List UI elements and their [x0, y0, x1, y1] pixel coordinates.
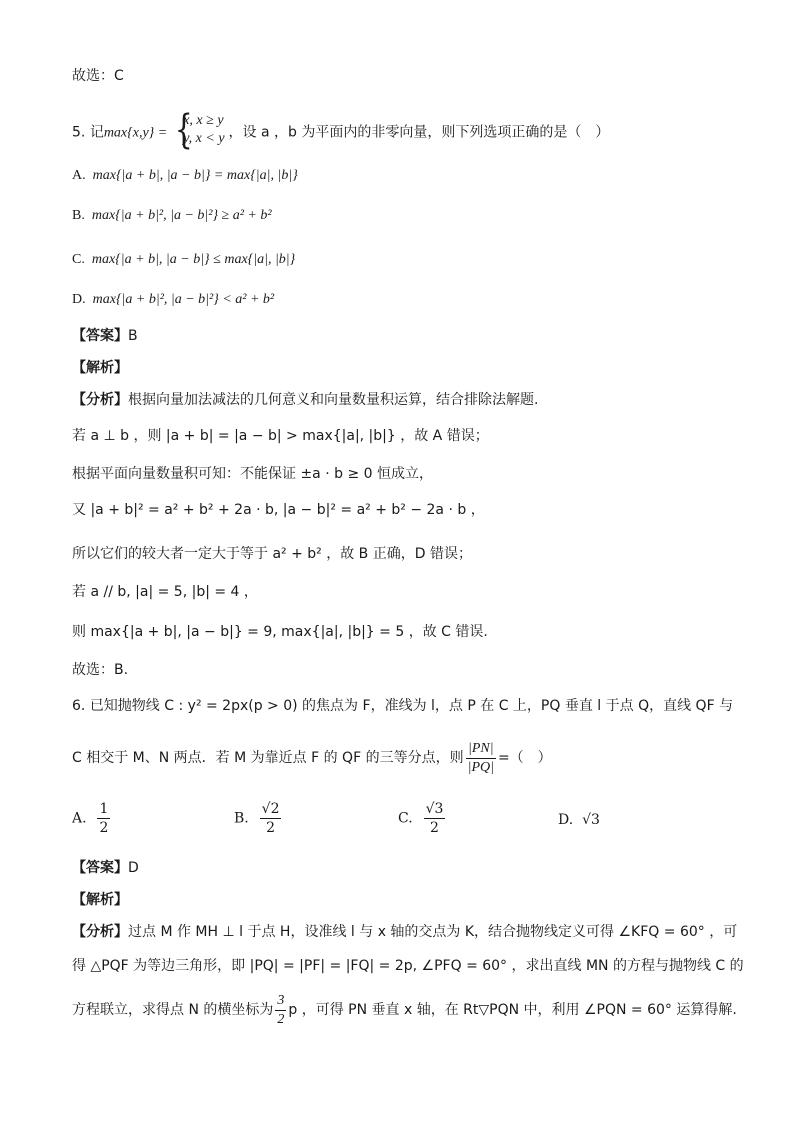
- q5-solution-line-3: 又 |a + b|² = a² + b² + 2a · b, |a − b|² = a² + b² − 2a · b ，: [72, 502, 485, 518]
- analysis-fraction: [275, 992, 286, 1029]
- option-text: √3: [582, 812, 600, 828]
- option-label: A.: [72, 168, 86, 183]
- answer-value: D: [128, 860, 139, 876]
- q5-solution-line-5: 若 a // b, |a| = 5, |b| = 4 ，: [72, 584, 258, 600]
- q6-option-c: [398, 800, 447, 837]
- q5-case2: y, x < y: [183, 131, 225, 146]
- option-text: max{|a + b|², |a − b|²} < a² + b²: [92, 292, 275, 307]
- option-label: D.: [558, 812, 574, 828]
- q5-solution-line-6: 则 max{|a + b|, |a − b|} = 9, max{|a|, |b|} = 5 ，故 C 错误.: [72, 624, 488, 640]
- q5-option-c: [72, 250, 734, 270]
- option-text: max{|a + b|², |a − b|²} ≥ a² + b²: [91, 208, 272, 223]
- option-text: max{|a + b|, |a − b|} = max{|a|, |b|}: [92, 168, 298, 183]
- q5-number: 5.: [72, 124, 90, 141]
- analysis-tag: 【分析】: [72, 392, 128, 408]
- option-label: B.: [72, 208, 85, 223]
- q6-option-a: [72, 800, 112, 837]
- answer-tag: 【答案】: [72, 860, 128, 876]
- option-label: B.: [234, 810, 249, 827]
- option-text: max{|a + b|, |a − b|} ≤ max{|a|, |b|}: [91, 252, 296, 267]
- q5-option-d: [72, 290, 734, 310]
- option-label: D.: [72, 292, 86, 307]
- q5-stem-pre: 记: [89, 124, 104, 141]
- fraction-numerator: 3: [275, 992, 286, 1011]
- analysis-text: 方程联立，求得点 N 的横坐标为: [72, 1002, 274, 1018]
- fraction-denominator: 2: [99, 820, 109, 836]
- fraction-numerator: √3: [425, 801, 444, 817]
- option-label: C.: [72, 252, 85, 267]
- q6-analysis-line-3: [72, 990, 737, 1030]
- q6-number: 6.: [72, 698, 90, 714]
- q6-stem-text-2: C 相交于 M、N 两点．若 M 为靠近点 F 的 QF 的三等分点，则: [72, 750, 464, 766]
- q6-analysis-line-2: 得 △PQF 为等边三角形，即 |PQ| = |PF| = |FQ| = 2p, ∠PFQ = 60° ，求出直线 MN 的方程与抛物线 C 的: [72, 958, 744, 974]
- fraction-denominator: |PQ|: [467, 759, 494, 775]
- option-label: A.: [72, 810, 87, 827]
- analysis-tag: 【分析】: [72, 924, 128, 940]
- q6-analysis-line-1: [72, 922, 738, 942]
- option-label: C.: [398, 810, 413, 827]
- q5-def-lhs: max{x,y} =: [103, 125, 168, 141]
- fraction-denominator: 2: [277, 1011, 285, 1027]
- q5-piecewise: [171, 107, 225, 153]
- answer-tag: 【答案】: [72, 328, 128, 344]
- q5-analysis: [72, 390, 734, 410]
- q5-case1: x, x ≥ y: [183, 113, 224, 128]
- q5-stem-post: ，设 a ，b 为平面内的非零向量，则下列选项正确的是（ ）: [228, 124, 610, 141]
- q6-stem-text-3: =（ ）: [497, 750, 552, 766]
- q6-stem-line-2: [72, 738, 734, 778]
- q6-stem-text: 已知抛物线 C : y² = 2px(p > 0) 的焦点为 F，准线为 l，点 P 在 C 上，PQ 垂直 l 于点 Q，直线 QF 与: [89, 698, 734, 714]
- q6-answer: [72, 858, 734, 878]
- q5-solution-line-2: 根据平面向量数量积可知：不能保证 ±a · b ≥ 0 恒成立，: [72, 466, 433, 482]
- option-fraction: [97, 800, 110, 837]
- q6-option-b: [234, 800, 283, 837]
- q6-stem-line-1: [72, 696, 734, 716]
- q6-jiexi-tag: 【解析】: [72, 892, 128, 908]
- q4-final-answer: 故选：C: [72, 68, 124, 84]
- answer-value: B: [128, 328, 138, 344]
- fraction-numerator: √2: [261, 801, 280, 817]
- q5-solution-line-4: 所以它们的较大者一定大于等于 a² + b² ，故 B 正确，D 错误；: [72, 546, 472, 562]
- q5-final-answer: 故选：B.: [72, 662, 129, 678]
- fraction-denominator: 2: [430, 820, 439, 836]
- q6-fraction: [466, 740, 496, 777]
- q6-option-d: [558, 810, 600, 830]
- fraction-numerator: 1: [99, 801, 109, 817]
- fraction-denominator: 2: [266, 820, 276, 836]
- option-fraction: [424, 800, 446, 837]
- q5-jiexi-tag: 【解析】: [72, 360, 128, 376]
- option-fraction: [260, 800, 282, 837]
- analysis-text: 过点 M 作 MH ⊥ l 于点 H，设准线 l 与 x 轴的交点为 K，结合抛物线定义可得 ∠KFQ = 60° ，可: [128, 924, 738, 940]
- analysis-text: 根据向量加法减法的几何意义和向量数量积运算，结合排除法解题.: [128, 392, 539, 408]
- q5-stem: [72, 107, 734, 153]
- q5-answer: [72, 326, 734, 346]
- fraction-numerator: |PN|: [466, 740, 496, 759]
- q5-option-a: [72, 166, 734, 186]
- analysis-text: p ，可得 PN 垂直 x 轴，在 Rt▽PQN 中，利用 ∠PQN = 60° 运算得解.: [288, 1002, 737, 1018]
- brace-icon: {: [175, 107, 193, 153]
- q5-solution-line-1: 若 a ⊥ b ，则 |a + b| = |a − b| > max{|a|, |b|} ，故 A 错误；: [72, 428, 489, 444]
- q5-option-b: [72, 206, 734, 226]
